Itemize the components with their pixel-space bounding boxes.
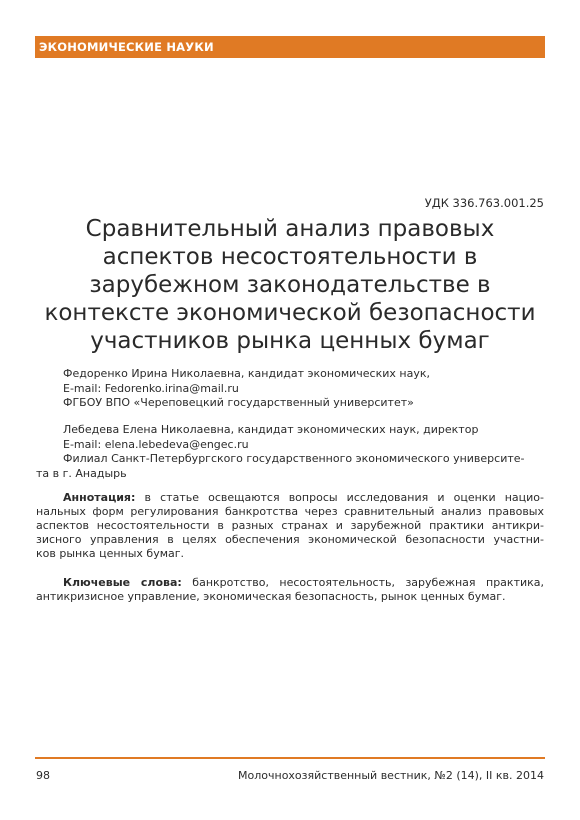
title-line: зарубежном законодательстве в [89,272,491,298]
abstract-label: Аннотация: [63,491,136,504]
keywords-text: банкротство, несостоятельность, зарубежная практика, [181,576,545,589]
keywords [36,576,544,604]
title-line: Сравнительный анализ правовых [85,216,495,242]
author-name: Лебедева Елена Николаевна, кандидат экономических наук, директор [63,423,479,436]
author-affiliation: Филиал Санкт-Петербургского государственного экономического университе- [63,452,525,465]
abstract-text: ков рынка ценных бумаг. [36,547,185,560]
section-header-bar [35,36,545,58]
footer-divider [35,757,545,759]
abstract-text: нальных форм регулирования банкротства через сравнительный анализ правовых [36,505,544,518]
author-block-2 [36,423,525,481]
article-title [35,215,545,355]
author-affiliation-cont: та в г. Анадырь [36,466,127,480]
udk-code: УДК 336.763.001.25 [424,196,544,210]
title-line: аспектов несостоятельности в [102,244,478,270]
author-email: E-mail: elena.lebedeva@engec.ru [63,437,249,451]
title-line: контексте экономической безопасности [44,300,536,326]
journal-info: Молочнохозяйственный вестник, №2 (14), II кв. 2014 [238,769,544,782]
abstract-text: зисного управления в целях обеспечения экономической безопасности участни- [36,533,544,546]
author-email: E-mail: Fedorenko.irina@mail.ru [63,381,239,395]
title-line: участников рынка ценных бумаг [90,328,490,354]
author-name: Федоренко Ирина Николаевна, кандидат экономических наук, [63,367,430,380]
page-number: 98 [36,769,50,782]
abstract-text: аспектов несостоятельности в разных странах и зарубежной практики антикри- [36,519,544,532]
author-block-1 [63,367,430,411]
keywords-text: антикризисное управление, экономическая безопасность, рынок ценных бумаг. [36,590,506,603]
author-affiliation: ФГБОУ ВПО «Череповецкий государственный университет» [63,396,414,409]
keywords-label: Ключевые слова: [63,576,182,589]
abstract-text: в статье освещаются вопросы исследования и оценки нацио- [135,491,544,504]
abstract [36,491,544,561]
section-title: ЭКОНОМИЧЕСКИЕ НАУКИ [39,40,214,54]
